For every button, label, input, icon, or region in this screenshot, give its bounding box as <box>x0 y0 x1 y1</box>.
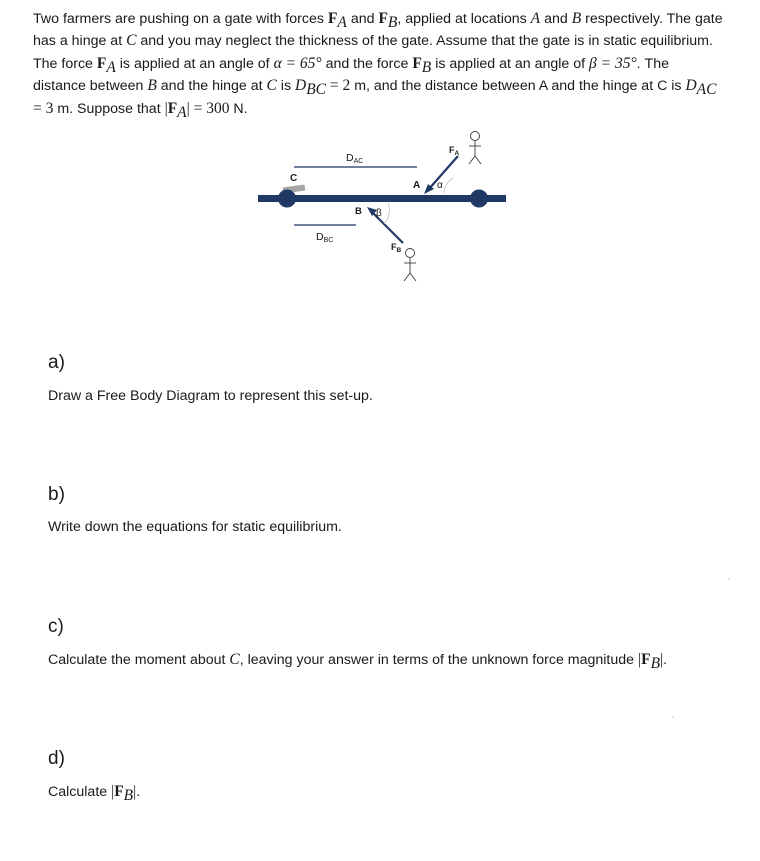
abs-bar: | <box>133 783 137 800</box>
beta-label: β <box>376 208 382 219</box>
dbc-value: = 2 <box>326 77 351 95</box>
hinge-label: C <box>290 173 298 184</box>
hinge-circle-right <box>470 190 488 208</box>
question-a-text: Draw a Free Body Diagram to represent this set-up. <box>48 388 373 404</box>
force-symbol: F <box>412 54 422 72</box>
math-symbol: D <box>685 77 697 95</box>
intro-text: and you may neglect the thickness of the gate. Assume that the gate is in static equilibrium. The force <box>33 33 713 72</box>
question-c-text-part: Calculate the moment about <box>48 652 230 668</box>
intro-text: , applied at locations <box>397 11 531 27</box>
force-subscript: A <box>337 13 347 31</box>
point-a-label: A <box>413 180 421 191</box>
question-d-text <box>48 783 141 804</box>
force-symbol: F <box>327 10 338 27</box>
intro-text: is applied at an angle of <box>431 55 590 72</box>
intro-text: is applied at an angle of <box>115 55 274 72</box>
intro-text: N. <box>229 100 248 117</box>
abs-bar: | <box>660 651 664 668</box>
alpha-label: α <box>437 180 443 191</box>
fa-value: | = 300 <box>186 99 230 117</box>
force-symbol: F <box>167 99 178 117</box>
intro-text: Two farmers are pushing on a gate with forces <box>33 11 328 27</box>
alpha-arc <box>444 178 453 193</box>
dac-label: DAC <box>346 152 364 165</box>
point-b-label: B <box>355 206 362 217</box>
farmer-a-figure <box>469 132 481 165</box>
problem-statement <box>33 8 723 120</box>
math-symbol: B <box>571 10 582 27</box>
force-symbol: F <box>96 54 107 72</box>
force-subscript: A <box>177 103 187 121</box>
intro-text: m, and the distance between A and the hinge at C is <box>350 78 686 95</box>
question-a-label: a) <box>48 352 65 373</box>
alpha-value: α = 65° <box>273 54 322 72</box>
hinge-circle-left <box>278 190 296 208</box>
intro-text: and the hinge at <box>156 78 267 95</box>
question-b-label: b) <box>48 484 65 505</box>
question-c-text <box>48 651 668 672</box>
force-a-arrow <box>428 156 458 190</box>
abs-bar: | <box>637 651 642 668</box>
beta-value: β = 35° <box>589 54 637 72</box>
stray-dot <box>728 578 730 580</box>
intro-text: m. Suppose that <box>53 100 165 117</box>
question-d-text-part: Calculate <box>48 784 112 800</box>
gate-diagram <box>0 126 760 296</box>
question-c-label: c) <box>48 616 64 637</box>
intro-text: respectively. The gate has a hinge at <box>33 11 723 50</box>
dac-value: = 3 <box>33 99 54 117</box>
question-c-text-part: , leaving your answer in terms of the unknown force magnitude <box>239 652 638 668</box>
dbc-label: DBC <box>316 231 334 244</box>
intro-text: is <box>276 78 295 95</box>
math-symbol: C <box>126 32 137 50</box>
beta-arc <box>384 203 389 224</box>
force-b-label: $F_B$ <box>391 242 402 254</box>
force-symbol: F <box>114 783 124 800</box>
force-subscript: A <box>106 58 116 76</box>
math-symbol: D <box>294 77 307 95</box>
question-b-text: Write down the equations for static equilibrium. <box>48 519 342 535</box>
math-symbol: A <box>530 10 541 27</box>
force-subscript: B <box>387 13 398 31</box>
force-a-label: $F_A$ <box>449 145 460 157</box>
force-subscript: B <box>650 654 661 672</box>
force-symbol: F <box>641 651 651 668</box>
math-symbol: C <box>266 77 277 95</box>
abs-bar: | <box>164 99 168 117</box>
math-subscript: BC <box>306 81 326 99</box>
force-subscript: B <box>421 58 432 76</box>
math-symbol: C <box>229 651 240 668</box>
abs-bar: | <box>111 783 115 800</box>
math-subscript: AC <box>696 81 717 99</box>
intro-text: and <box>346 11 379 27</box>
intro-text: and <box>540 11 572 27</box>
intro-text: and the force <box>321 55 413 72</box>
force-subscript: B <box>123 786 134 804</box>
stray-dot <box>672 716 674 718</box>
question-d-label: d) <box>48 748 65 769</box>
question-d-text-part: . <box>136 784 141 800</box>
question-c-text-part: . <box>663 652 668 668</box>
math-symbol: B <box>147 77 157 95</box>
intro-text: . The distance between <box>33 55 670 95</box>
force-symbol: F <box>378 10 388 27</box>
farmer-b-figure <box>404 249 416 282</box>
